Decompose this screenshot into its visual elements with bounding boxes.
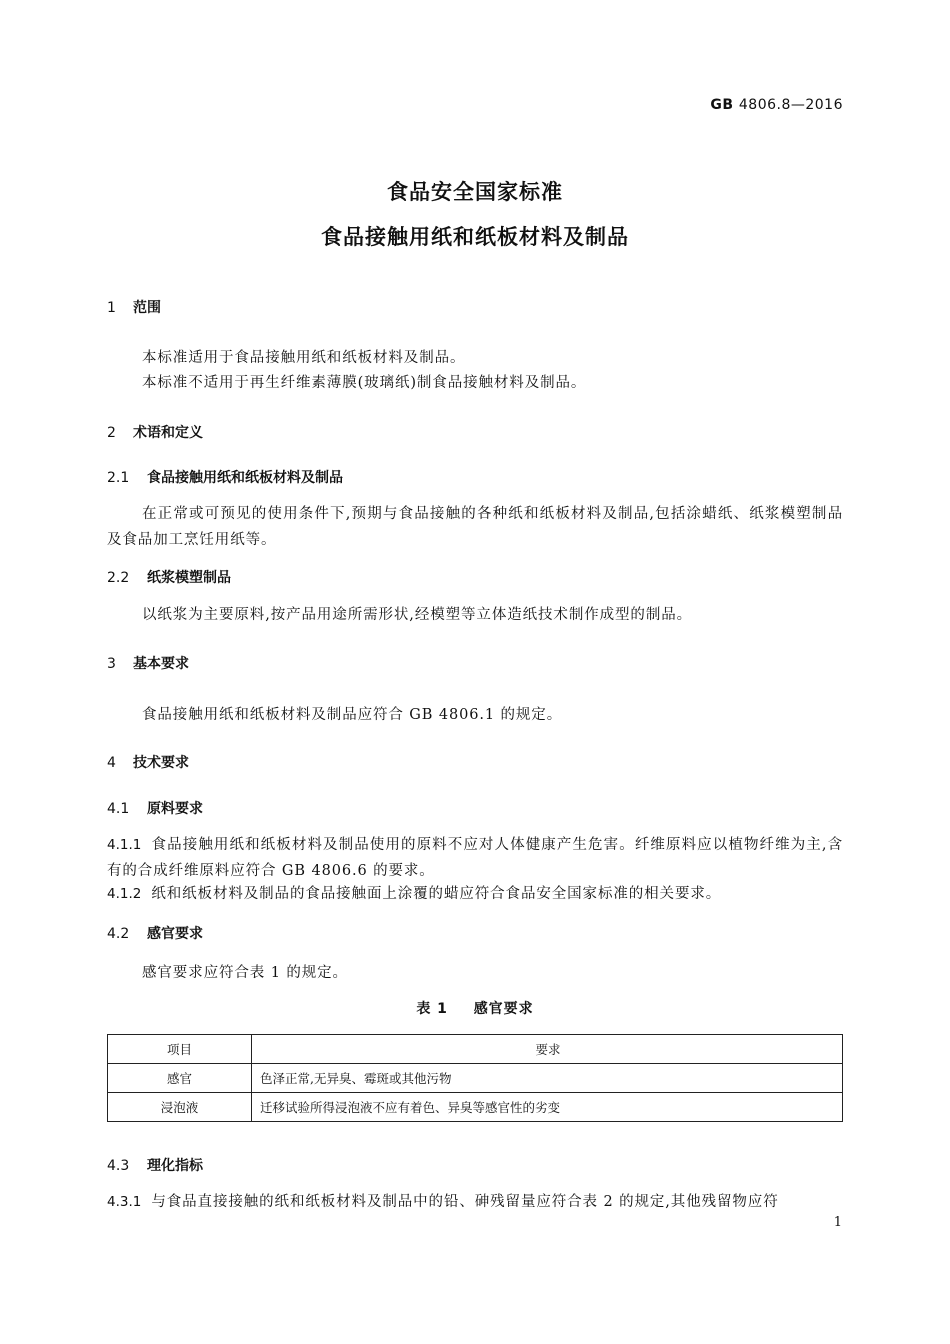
section-title: 理化指标 [147, 1158, 203, 1174]
section-number: 2.1 [107, 470, 130, 486]
clause-text: 食品接触用纸和纸板材料及制品使用的原料不应对人体健康产生危害。纤维原料应以植物纤维为主,含有的合成纤维原料应符合 GB 4806.6 的要求。 [107, 837, 843, 879]
section-4-3-heading [107, 1155, 203, 1175]
table-caption-number: 表 1 [416, 1001, 448, 1017]
table-1 [107, 1034, 843, 1122]
section-number: 1 [107, 300, 116, 316]
section-number: 4 [107, 755, 116, 771]
table-row [108, 1093, 843, 1122]
table-caption-title: 感官要求 [473, 1001, 534, 1017]
section-title: 原料要求 [147, 801, 203, 817]
document-title-line2: 食品接触用纸和纸板材料及制品 [321, 225, 629, 249]
section-number: 2 [107, 425, 116, 441]
clause-4-1-2 [107, 881, 843, 907]
table-cell-requirement: 色泽正常,无异臭、霉斑或其他污物 [252, 1064, 843, 1093]
section-1-heading [107, 297, 161, 317]
section-title: 食品接触用纸和纸板材料及制品 [147, 470, 343, 486]
clause-text: 与食品直接接触的纸和纸板材料及制品中的铅、砷残留量应符合表 2 的规定,其他残留物应符 [151, 1194, 779, 1210]
section-2-heading [107, 422, 203, 442]
page-number: 1 [833, 1215, 842, 1230]
table-header-cell: 项目 [108, 1035, 252, 1064]
clause-text: 纸和纸板材料及制品的食品接触面上涂覆的蜡应符合食品安全国家标准的相关要求。 [151, 886, 722, 902]
section-2-2-para: 以纸浆为主要原料,按产品用途所需形状,经模塑等立体造纸技术制作成型的制品。 [142, 607, 693, 623]
clause-4-1-1 [107, 832, 843, 884]
section-3-heading [107, 653, 189, 673]
section-number: 4.2 [107, 926, 130, 942]
section-2-1-para: 在正常或可预见的使用条件下,预期与食品接触的各种纸和纸板材料及制品,包括涂蜡纸、纸浆模塑制品及食品加工烹饪用纸等。 [107, 506, 843, 548]
table-cell-item: 感官 [108, 1064, 252, 1093]
section-number: 4.1 [107, 801, 130, 817]
section-4-heading [107, 752, 189, 772]
clause-number: 4.1.2 [107, 886, 142, 902]
standard-number: 4806.8—2016 [738, 97, 843, 113]
clause-number: 4.1.1 [107, 837, 142, 853]
table-header-cell: 要求 [252, 1035, 843, 1064]
clause-4-3-1 [107, 1190, 779, 1211]
section-number: 4.3 [107, 1158, 130, 1174]
table-row [108, 1064, 843, 1093]
section-1-para-2: 本标准不适用于再生纤维素薄膜(玻璃纸)制食品接触材料及制品。 [142, 375, 587, 391]
document-title-line1: 食品安全国家标准 [387, 180, 563, 204]
section-title: 术语和定义 [133, 425, 203, 441]
section-2-2-heading [107, 567, 231, 587]
section-4-1-heading [107, 798, 203, 818]
clause-number: 4.3.1 [107, 1194, 142, 1210]
table-1-caption [0, 998, 950, 1018]
section-4-2-heading [107, 923, 203, 943]
standard-prefix: GB [710, 97, 734, 113]
section-2-1-heading [107, 467, 343, 487]
section-3-para: 食品接触用纸和纸板材料及制品应符合 GB 4806.1 的规定。 [142, 707, 563, 723]
section-title: 范围 [133, 300, 161, 316]
standard-code [710, 97, 843, 113]
section-title: 纸浆模塑制品 [147, 570, 231, 586]
section-title: 技术要求 [133, 755, 189, 771]
table-header-row [108, 1035, 843, 1064]
section-title: 感官要求 [147, 926, 203, 942]
section-4-2-para: 感官要求应符合表 1 的规定。 [142, 965, 348, 981]
section-1-para-1: 本标准适用于食品接触用纸和纸板材料及制品。 [142, 350, 466, 366]
section-number: 2.2 [107, 570, 130, 586]
section-title: 基本要求 [133, 656, 189, 672]
table-cell-item: 浸泡液 [108, 1093, 252, 1122]
section-number: 3 [107, 656, 116, 672]
table-cell-requirement: 迁移试验所得浸泡液不应有着色、异臭等感官性的劣变 [252, 1093, 843, 1122]
